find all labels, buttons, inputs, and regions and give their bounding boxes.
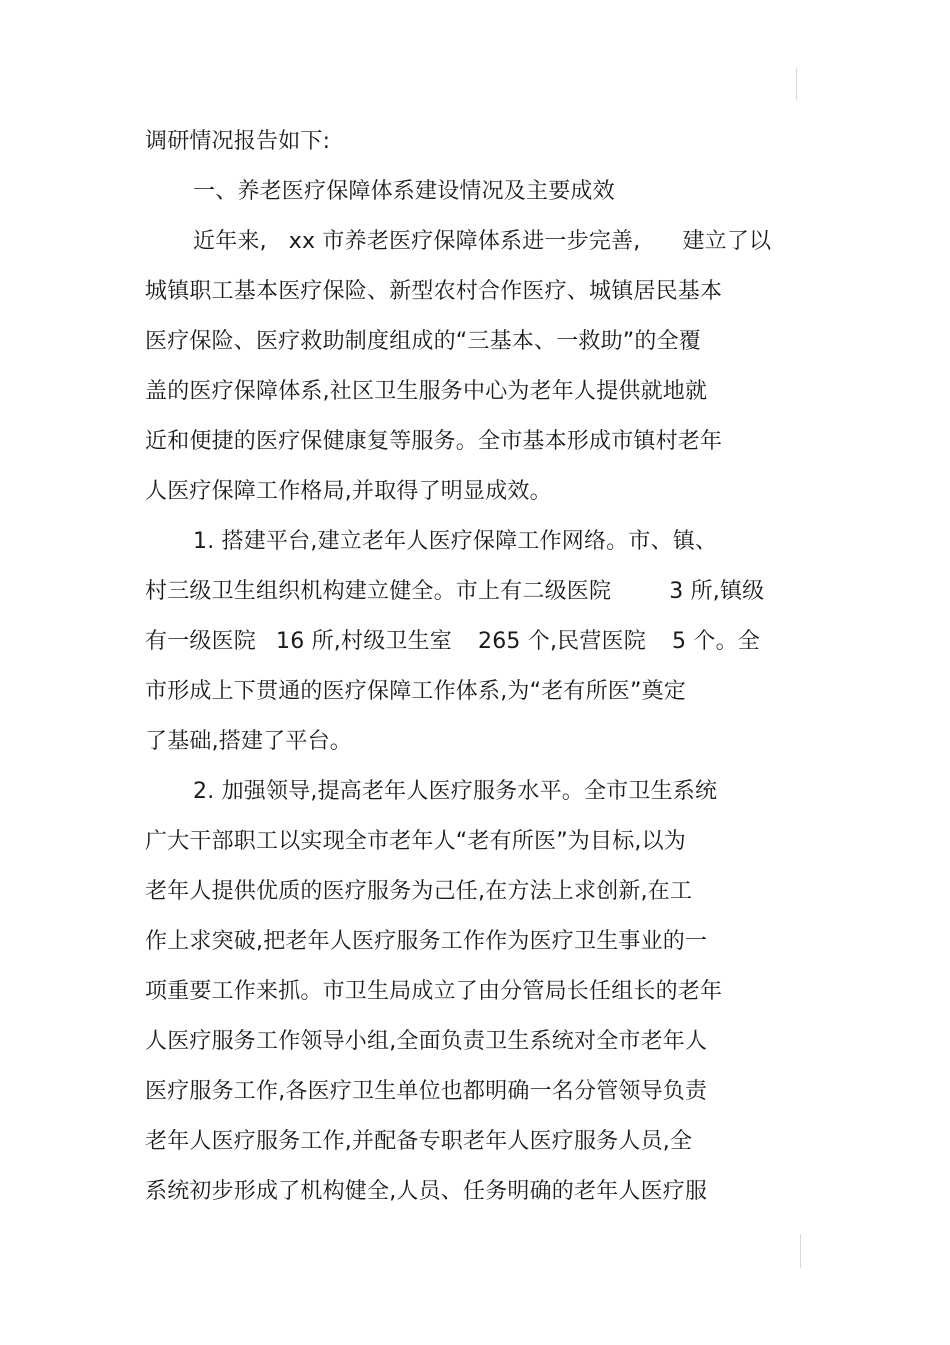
- text-line: [193, 227, 771, 257]
- text-line: [145, 1027, 707, 1057]
- text-run: 16 所,村级卫生室: [276, 629, 452, 654]
- text-run: 3 所,镇级: [669, 579, 765, 604]
- text-run: xx 市养老医疗保障体系进一步完善,: [288, 229, 641, 254]
- text-run: 265 个,民营医院: [478, 629, 646, 654]
- text-run: 村三级卫生组织机构建立健全。市上有二级医院: [145, 579, 612, 604]
- text-run: 城镇职工基本医疗保险、新型农村合作医疗、城镇居民基本: [145, 279, 723, 304]
- text-line: [145, 677, 686, 707]
- text-line: [145, 477, 552, 507]
- section-heading: [193, 177, 615, 207]
- text-run: 建立了以: [682, 229, 772, 254]
- text-line: [145, 577, 764, 607]
- text-run: 人医疗服务工作领导小组,全面负责卫生系统对全市老年人: [145, 1029, 708, 1054]
- text-run: 一、养老医疗保障体系建设情况及主要成效: [193, 179, 615, 204]
- text-line: [145, 1177, 707, 1207]
- text-line: [145, 927, 707, 957]
- corner-mark-top-right: [796, 68, 797, 100]
- text-line: [145, 977, 722, 1007]
- text-run: 广大干部职工以实现全市老年人“老有所医”为目标,以为: [145, 829, 686, 854]
- text-run: 作上求突破,把老年人医疗服务工作作为医疗卫生事业的一: [145, 929, 708, 954]
- text-line: [145, 1077, 707, 1107]
- text-line: [145, 277, 722, 307]
- text-line: [145, 427, 722, 457]
- text-run: 市形成上下贯通的医疗保障工作体系,为“老有所医”奠定: [145, 679, 686, 704]
- text-line: [145, 377, 707, 407]
- text-line: [145, 127, 330, 157]
- text-run: 2. 加强领导,提高老年人医疗服务水平。全市卫生系统: [193, 779, 718, 804]
- text-run: 医疗保险、医疗救助制度组成的“三基本、一救助”的全覆: [145, 329, 701, 354]
- text-run: 了基础,搭建了平台。: [145, 729, 352, 754]
- text-run: 系统初步形成了机构健全,人员、任务明确的老年人医疗服: [145, 1179, 708, 1204]
- subsection-heading: [193, 527, 717, 557]
- text-run: 5 个。全: [671, 629, 760, 654]
- subsection-heading: [193, 777, 717, 807]
- text-line: [145, 727, 352, 757]
- text-run: 项重要工作来抓。市卫生局成立了由分管局长任组长的老年: [145, 979, 723, 1004]
- text-run: 有一级医院: [145, 629, 257, 654]
- text-run: 老年人提供优质的医疗服务为己任,在方法上求创新,在工: [145, 879, 693, 904]
- text-run: 医疗服务工作,各医疗卫生单位也都明确一名分管领导负责: [145, 1079, 708, 1104]
- text-run: 调研情况报告如下:: [145, 129, 331, 154]
- text-run: 人医疗保障工作格局,并取得了明显成效。: [145, 479, 552, 504]
- text-run: 盖的医疗保障体系,社区卫生服务中心为老年人提供就地就: [145, 379, 708, 404]
- text-run: 老年人医疗服务工作,并配备专职老年人医疗服务人员,全: [145, 1129, 693, 1154]
- text-line: [145, 627, 760, 657]
- text-line: [145, 1127, 692, 1157]
- text-run: 近年来,: [193, 229, 267, 254]
- text-run: 1. 搭建平台,建立老年人医疗保障工作网络。市、镇、: [193, 529, 718, 554]
- text-run: 近和便捷的医疗保健康复等服务。全市基本形成市镇村老年: [145, 429, 723, 454]
- text-line: [145, 327, 701, 357]
- corner-mark-bottom-right: [800, 1234, 801, 1268]
- text-line: [145, 827, 686, 857]
- text-line: [145, 877, 692, 907]
